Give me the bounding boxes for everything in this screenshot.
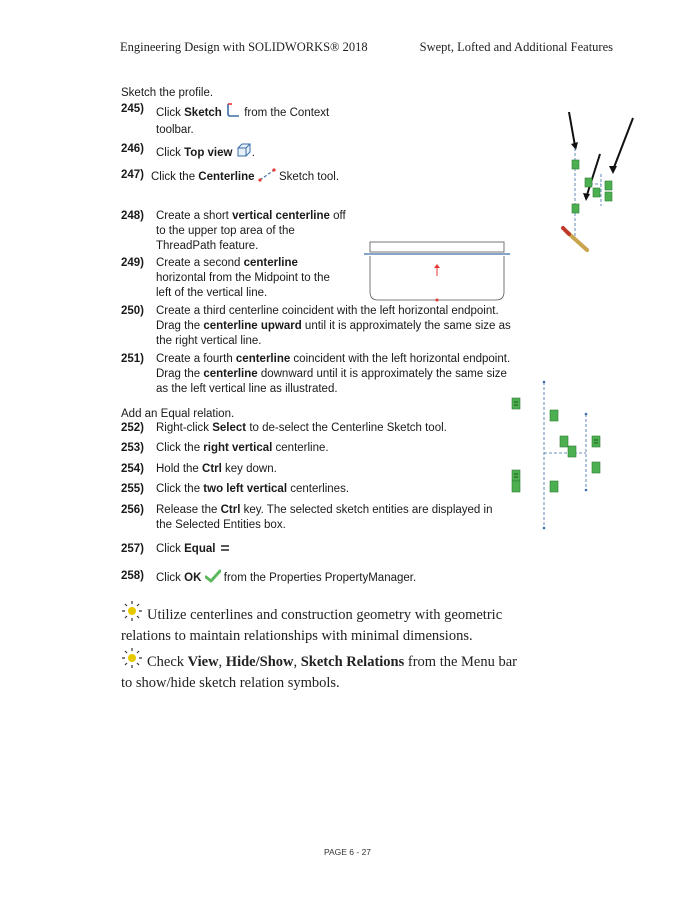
top-view-icon [236,142,252,163]
page-number: PAGE 6 - 27 [323,847,372,857]
intro-add-equal: Add an Equal relation. [121,408,235,420]
tip-sketch-relations: Check View, Hide/Show, Sketch Relations from the Menu bar to show/hide sketch relation symbols. [121,647,521,692]
equal-icon [219,542,231,559]
intro-sketch-profile: Sketch the profile. [121,87,214,99]
ok-check-icon [205,569,221,588]
threadpath-outline-figure [362,240,512,310]
running-header-right: Swept, Lofted and Additional Features [419,40,613,54]
running-header-left: Engineering Design with SOLIDWORKS® 2018 [120,40,368,54]
lightbulb-icon [121,600,143,627]
step-number: 245) [121,103,145,115]
lightbulb-icon [121,647,143,674]
equal-relation-figure [508,378,618,536]
centerline-icon [258,168,276,187]
tip-centerlines: Utilize centerlines and construction geometry with geometric relations to maintain relationships with minimal dimensions. [121,600,521,645]
document-page: Engineering Design with SOLIDWORKS® 2018 Swept, Lofted and Additional Features Sketch the profile. 245) Click Sketch from the Context toolbar. 246) Click Top view . 247) Click the Centerline Sketch tool. 248) Create a short vertical centerline off to the upper top area of the ThreadPath feature. 249) Create a second centerline horizontal from the Midpoint to the left of the vertical line. 250) Create a third centerline coincident with the left horizontal endpoint. Drag the centerline upward until it is approximately the same size as the right vertical line. 251) Create a fourth centerline coincident with the left horizontal endpoint. Drag the centerline downward until it is approximately the same size as the left vertical line as illustrated. Add an Equal relation. 252) Right-click Select to de-select the Centerline Sketch tool. 253) Click the right vertical centerline. 254) Hold the Ctrl key down. 255) Click the two left vertical centerlines. 256) Release the Ctrl key. The selected sketch entities are displayed in the Selected Entities box. 257) Click Equal 258) Click OK from the Properties PropertyManager. Utilize centerlines and construction geometry with geometric relations to maintain relationships with minimal dimensions. Check View, Hide/Show, Sketch Relations from the Menu bar to show/hide sketch relation symbols. PAGE 6 - 27 [0,0,695,900]
sketch-icon [225,102,241,123]
centerlines-arrow-figure [555,108,635,258]
